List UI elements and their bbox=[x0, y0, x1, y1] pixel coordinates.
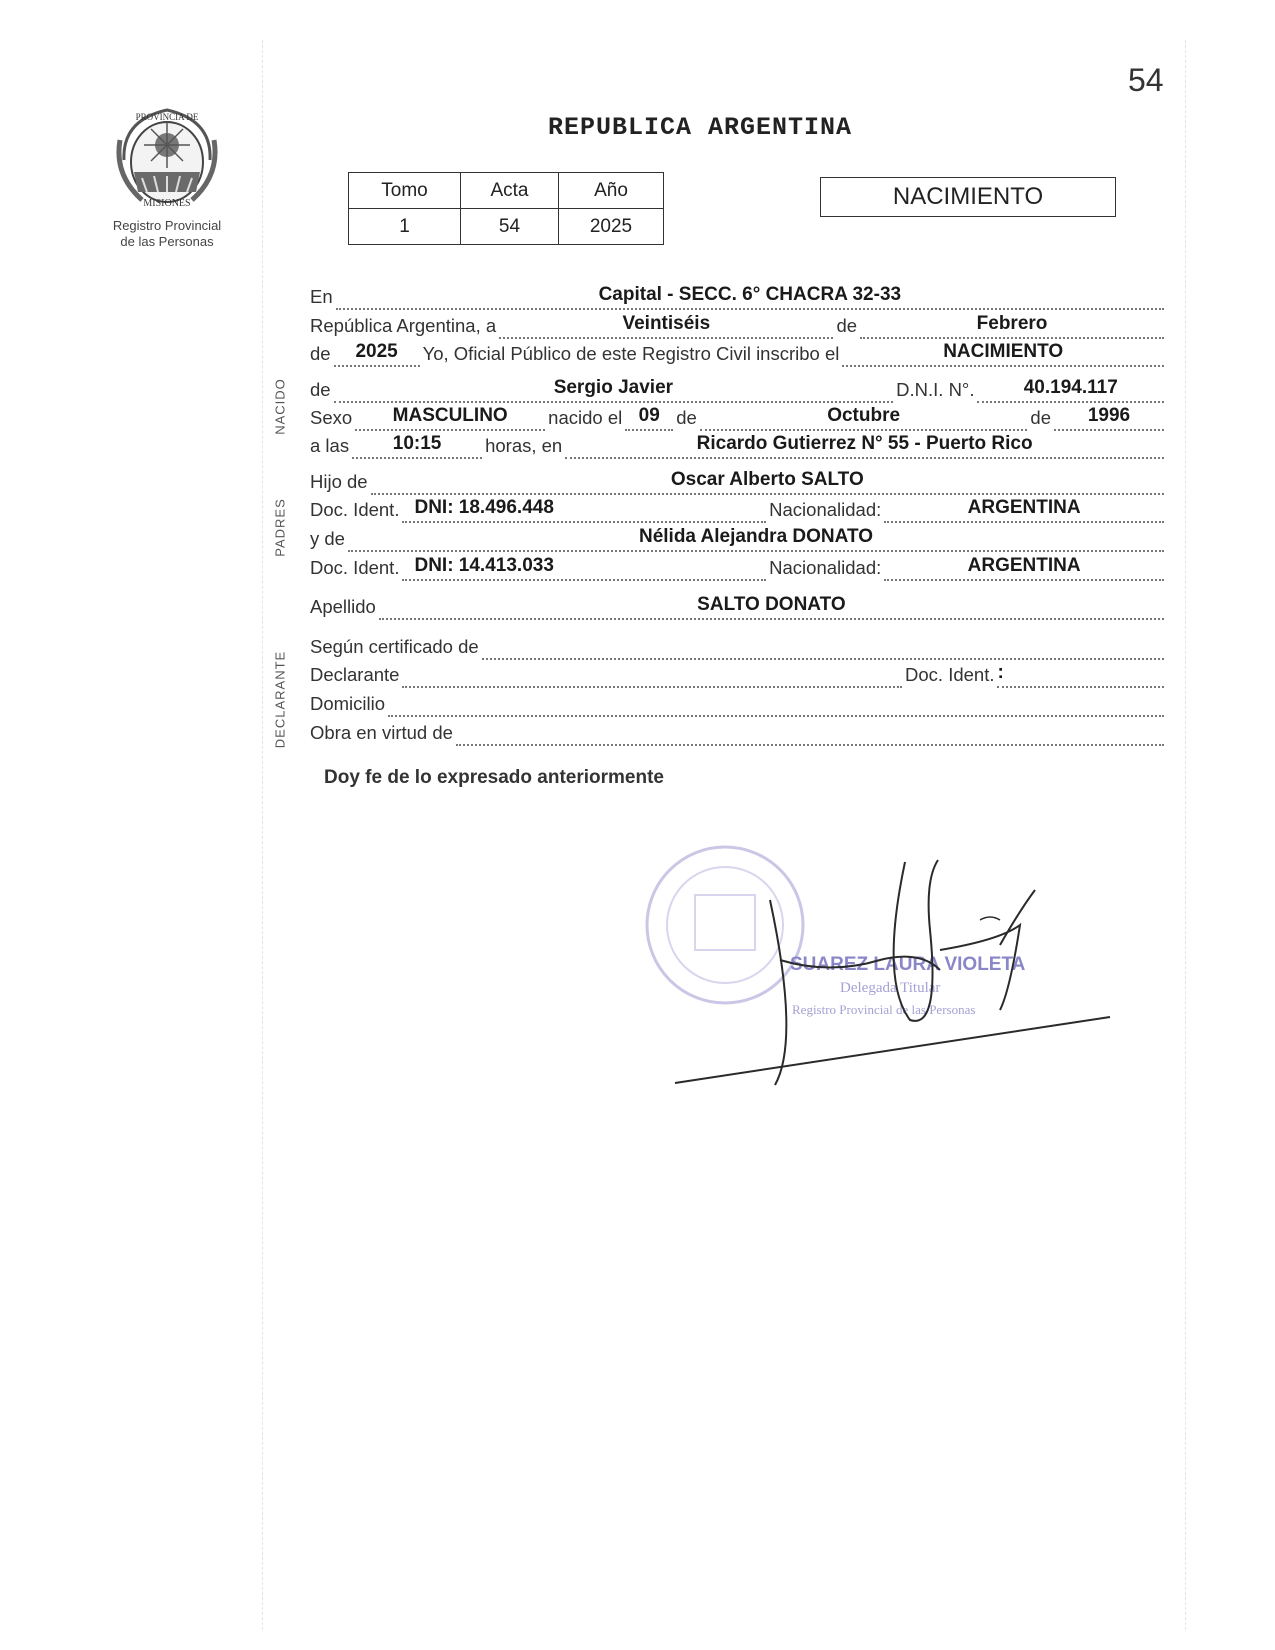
section-label-parents: PADRES bbox=[272, 498, 288, 557]
birth-year-field bbox=[1054, 407, 1164, 431]
sex-value: MASCULINO bbox=[392, 405, 508, 426]
birth-day-field bbox=[625, 407, 673, 431]
label-doc-ident: Doc. Ident. bbox=[310, 499, 400, 520]
certificate-line bbox=[310, 630, 1167, 660]
label-declarante: Declarante bbox=[310, 664, 400, 685]
mother-name-field bbox=[348, 528, 1164, 552]
child-dni-value: 40.194.117 bbox=[1023, 377, 1118, 398]
child-name-field bbox=[334, 379, 894, 403]
mother-doc-field bbox=[402, 557, 766, 581]
left-margin-rule bbox=[262, 40, 263, 1630]
father-doc-line bbox=[310, 493, 1167, 523]
mother-nationality-field bbox=[884, 557, 1164, 581]
date-line bbox=[310, 309, 1167, 339]
act-registered-field bbox=[842, 343, 1164, 367]
declarant-line bbox=[310, 658, 1167, 688]
father-nationality-field bbox=[884, 499, 1164, 523]
tomo-header: Tomo bbox=[349, 173, 461, 209]
acta-header: Acta bbox=[461, 173, 559, 209]
label-doc-ident-declarant: Doc. Ident. bbox=[905, 664, 995, 685]
birth-time-line bbox=[310, 429, 1167, 459]
mother-name-value: Nélida Alejandra DONATO bbox=[638, 526, 873, 547]
birth-place-value: Ricardo Gutierrez N° 55 - Puerto Rico bbox=[696, 433, 1033, 454]
label-sexo: Sexo bbox=[310, 407, 353, 428]
registry-caption-line: de las Personas bbox=[120, 234, 214, 249]
place-field bbox=[336, 286, 1164, 310]
surname-field bbox=[379, 596, 1164, 620]
day-field bbox=[499, 315, 833, 339]
surname-line bbox=[310, 590, 1167, 620]
label-nacionalidad: Nacionalidad: bbox=[769, 499, 882, 520]
place-line bbox=[310, 280, 1167, 310]
father-doc-field bbox=[402, 499, 766, 523]
year-field bbox=[334, 343, 420, 367]
father-name-value: Oscar Alberto SALTO bbox=[670, 469, 864, 490]
stamp-office: Registro Provincial de las Personas bbox=[792, 1002, 976, 1017]
registration-line bbox=[310, 337, 1167, 367]
birth-place-field bbox=[565, 435, 1164, 459]
anio-header: Año bbox=[559, 173, 664, 209]
province-seal-logo bbox=[112, 100, 222, 215]
year-value: 2025 bbox=[355, 341, 398, 362]
reference-table bbox=[348, 172, 664, 245]
label-de: de bbox=[1030, 407, 1051, 428]
virtue-field bbox=[456, 722, 1164, 746]
father-name-field bbox=[371, 471, 1164, 495]
reference-header-row bbox=[349, 173, 664, 209]
label-a-las: a las bbox=[310, 435, 350, 456]
mother-doc-value: DNI: 14.413.033 bbox=[414, 555, 554, 576]
svg-text:MISIONES: MISIONES bbox=[143, 198, 191, 209]
address-field bbox=[388, 693, 1164, 717]
section-label-declarant: DECLARANTE bbox=[272, 650, 288, 749]
month-value: Febrero bbox=[976, 313, 1048, 334]
birth-date-line bbox=[310, 401, 1167, 431]
label-y-de: y de bbox=[310, 528, 345, 549]
label-yo-oficial: Yo, Oficial Público de este Registro Civil inscribo el bbox=[422, 343, 840, 364]
stamp-role: Delegada Titular bbox=[840, 980, 941, 996]
tomo-value: 1 bbox=[349, 209, 461, 245]
father-name-line bbox=[310, 465, 1167, 495]
page-number: 54 bbox=[1128, 62, 1164, 98]
birth-month-value: Octubre bbox=[827, 405, 901, 426]
anio-value: 2025 bbox=[559, 209, 664, 245]
mother-name-line bbox=[310, 522, 1167, 552]
registry-caption-line: Registro Provincial bbox=[112, 218, 222, 233]
declarant-doc-field bbox=[997, 664, 1164, 688]
surname-value: SALTO DONATO bbox=[697, 594, 846, 615]
label-republica: República Argentina, a bbox=[310, 315, 497, 336]
father-nationality-value: ARGENTINA bbox=[967, 497, 1081, 518]
child-name-value: Sergio Javier bbox=[553, 377, 674, 398]
label-doc-ident: Doc. Ident. bbox=[310, 557, 400, 578]
label-hijo-de: Hijo de bbox=[310, 471, 368, 492]
stamp-name: SUAREZ LAURA VIOLETA bbox=[790, 954, 1026, 975]
birth-day-value: 09 bbox=[638, 405, 660, 426]
act-type-box: NACIMIENTO bbox=[820, 177, 1116, 217]
label-horas-en: horas, en bbox=[485, 435, 563, 456]
country-title: REPUBLICA ARGENTINA bbox=[547, 113, 853, 142]
svg-text:PROVINCIA DE: PROVINCIA DE bbox=[135, 112, 199, 122]
birth-month-field bbox=[700, 407, 1028, 431]
place-value: Capital - SECC. 6° CHACRA 32-33 bbox=[598, 284, 902, 305]
child-dni-field bbox=[977, 379, 1164, 403]
month-field bbox=[860, 315, 1164, 339]
certificate-field bbox=[482, 636, 1164, 660]
closing-statement: Doy fe de lo expresado anteriormente bbox=[324, 767, 664, 788]
address-line bbox=[310, 687, 1167, 717]
day-value: Veintiséis bbox=[622, 313, 711, 334]
birth-year-value: 1996 bbox=[1087, 405, 1131, 426]
label-de: de bbox=[676, 407, 697, 428]
declarant-field bbox=[402, 664, 902, 688]
birth-time-value: 10:15 bbox=[392, 433, 442, 454]
label-apellido: Apellido bbox=[310, 596, 376, 617]
label-de: de bbox=[310, 343, 331, 364]
label-en: En bbox=[310, 286, 333, 307]
label-dni: D.N.I. N°. bbox=[896, 379, 975, 400]
label-obra-virtud: Obra en virtud de bbox=[310, 722, 453, 743]
virtue-line bbox=[310, 716, 1167, 746]
label-segun-certificado: Según certificado de bbox=[310, 636, 479, 657]
declarant-doc-value: : bbox=[997, 662, 1004, 683]
label-de: de bbox=[836, 315, 858, 336]
mother-nationality-value: ARGENTINA bbox=[967, 555, 1081, 576]
father-doc-value: DNI: 18.496.448 bbox=[414, 497, 554, 518]
label-de: de bbox=[310, 379, 331, 400]
label-nacionalidad: Nacionalidad: bbox=[769, 557, 882, 578]
mother-doc-line bbox=[310, 551, 1167, 581]
registry-caption bbox=[92, 218, 242, 250]
right-margin-rule bbox=[1185, 40, 1186, 1630]
birth-time-field bbox=[352, 435, 482, 459]
child-name-line bbox=[310, 373, 1167, 403]
official-stamp-and-signature bbox=[640, 800, 1180, 1110]
sex-field bbox=[355, 407, 545, 431]
label-domicilio: Domicilio bbox=[310, 693, 386, 714]
section-label-born: NACIDO bbox=[272, 378, 288, 435]
reference-value-row bbox=[349, 209, 664, 245]
label-nacido-el: nacido el bbox=[548, 407, 623, 428]
act-registered-value: NACIMIENTO bbox=[943, 341, 1064, 362]
acta-value: 54 bbox=[461, 209, 559, 245]
